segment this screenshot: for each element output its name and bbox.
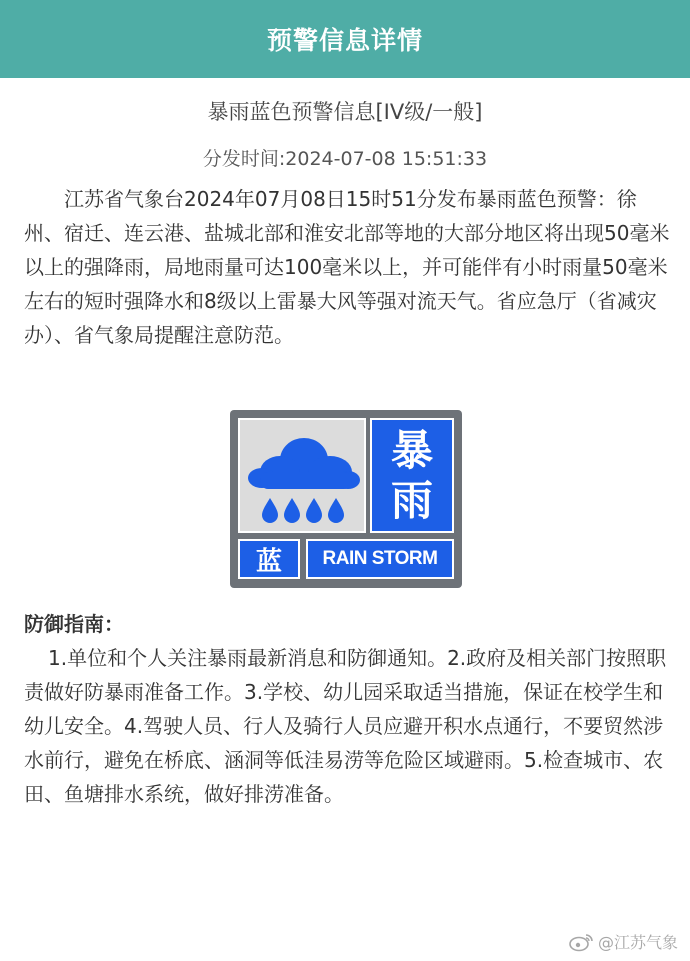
sign-char-top: 暴 xyxy=(390,425,433,475)
warning-subtitle: 暴雨蓝色预警信息[IV级/一般] xyxy=(207,100,483,124)
sign-char-bottom: 雨 xyxy=(390,475,433,525)
sign-level-color: 蓝 xyxy=(255,546,282,577)
issue-time: 分发时间:2024-07-08 15:51:33 xyxy=(202,148,488,170)
header-bar xyxy=(0,0,690,78)
guide-text: 1.单位和个人关注暴雨最新消息和防御通知。2.政府及相关部门按照职责做好防暴雨准备工作。3.学校、幼儿园采取适当措施，保证在校学生和幼儿安全。4.驾驶人员、行人及骑行人员应避开积水点通行，不要贸然涉水前行，避免在桥底、涵洞等低洼易涝等危险区域避雨。5.检查城市、农田、鱼塘排水系统，做好排涝准备。 xyxy=(24,646,667,806)
sign-level-panel xyxy=(238,539,300,579)
guide-heading: 防御指南： xyxy=(24,612,124,636)
rainstorm-warning-sign xyxy=(230,410,462,588)
warning-body: 江苏省气象台2024年07月08日15时51分发布暴雨蓝色预警：徐州、宿迁、连云港、盐城北部和淮安北部等地的大部分地区将出现50毫米以上的强降雨，局地雨量可达100毫米以上，并可能伴有小时雨量50毫米左右的短时强降水和8级以上雷暴大风等强对流天气。省应急厅（省减灾办）、省气象局提醒注意防范。 xyxy=(24,187,670,347)
sign-english-panel xyxy=(306,539,454,579)
weibo-icon xyxy=(568,932,594,952)
sign-english-label: RAIN STORM xyxy=(322,548,438,569)
sign-cloud-panel xyxy=(238,418,366,533)
sign-character-panel xyxy=(370,418,454,533)
watermark xyxy=(568,930,678,953)
rain-cloud-icon xyxy=(240,420,364,531)
watermark-text: @江苏气象 xyxy=(597,933,678,952)
page-title: 预警信息详情 xyxy=(266,26,423,55)
